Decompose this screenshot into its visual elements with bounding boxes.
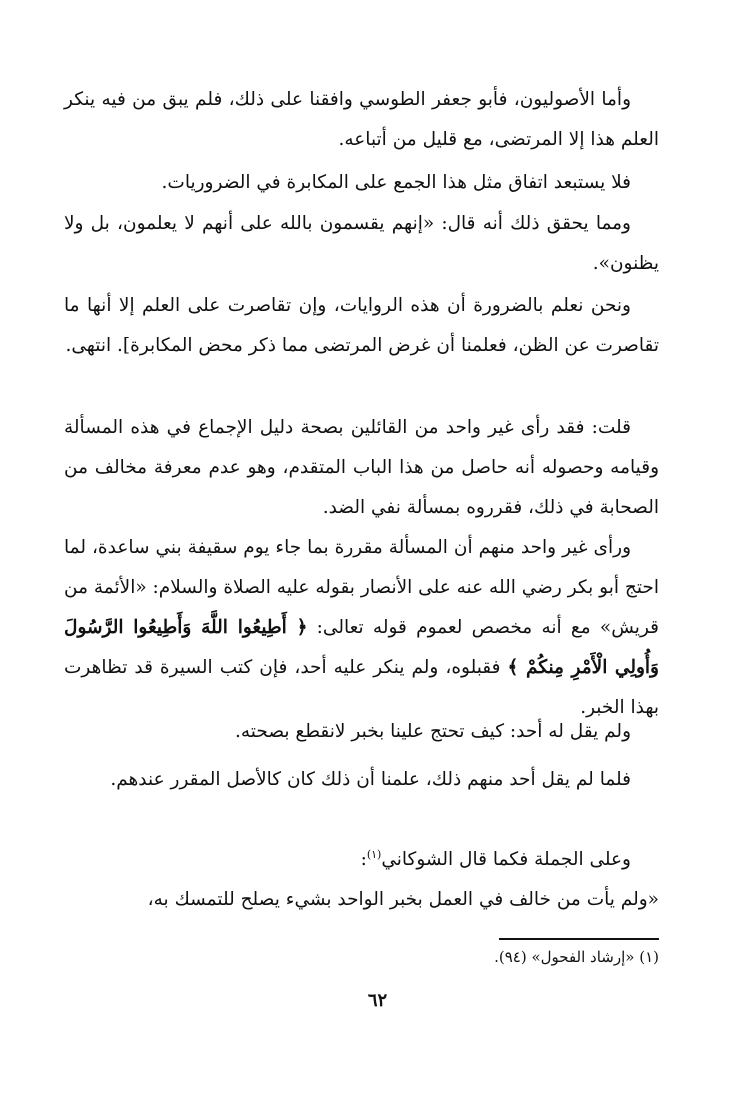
paragraph-falamma: فلما لم يقل أحد منهم ذلك، علمنا أن ذلك كان كالأصل المقرر عندهم. bbox=[110, 769, 631, 790]
paragraph-saqifa bbox=[64, 528, 659, 728]
footnote: (١) «إرشاد الفحول» (٩٤). bbox=[494, 948, 659, 966]
paragraph-lam-yaqul: ولم يقل له أحد: كيف تحتج علينا بخبر لانقطع بصحته. bbox=[235, 721, 631, 742]
paragraph-qultu: قلت: فقد رأى غير واحد من القائلين بصحة دليل الإجماع في هذه المسألة وقيامه وحصوله أنه حاصل من هذا الباب المتقدم، وهو عدم معرفة مخالف من الصحابة في ذلك، فقرروه بمسألة نفي الضد. bbox=[64, 417, 659, 518]
saqifa-text-after: فقبلوه، ولم ينكر عليه أحد، فإن كتب السيرة قد تظاهرت بهذا الخبر. bbox=[64, 657, 659, 718]
paragraph-shawkani bbox=[64, 835, 659, 880]
saqifa-text-before: ورأى غير واحد منهم أن المسألة مقررة بما جاء يوم سقيفة بني ساعدة، لما احتج أبو بكر رضي الله عنه على الأنصار بقوله عليه الصلاة والسلام: «الأئمة من قريش» مع أنه مخصص لعموم قوله تعالى: bbox=[64, 537, 659, 638]
footnote-divider bbox=[499, 938, 659, 940]
paragraph-darura: ونحن نعلم بالضرورة أن هذه الروايات، وإن تقاصرت على العلم إلا أنها ما تقاصرت عن الظن، فعلمنا أن غرض المرتضى مما ذكر محض المكابرة]. انتهى. bbox=[64, 295, 659, 356]
shawkani-colon: : bbox=[360, 849, 367, 871]
quran-verse: ﴿ أَطِيعُوا اللَّهَ وَأَطِيعُوا الرَّسُولَ وَأُولِي الْأَمْرِ مِنكُمْ ﴾ bbox=[64, 617, 659, 678]
footnote-marker: (١) bbox=[366, 848, 382, 861]
page-number: ٦٢ bbox=[367, 990, 388, 1011]
paragraph-quotation-start: «ولم يأت من خالف في العمل بخبر الواحد بشيء يصلح للتمسك به، bbox=[147, 889, 659, 910]
shawkani-text: وعلى الجملة فكما قال الشوكاني bbox=[381, 849, 631, 871]
paragraph-usuliyyun: وأما الأصوليون، فأبو جعفر الطوسي وافقنا على ذلك، فلم يبق من فيه ينكر العلم هذا إلا المرتضى، مع قليل من أتباعه. bbox=[64, 89, 659, 150]
paragraph-yuqsimun: ومما يحقق ذلك أنه قال: «إنهم يقسمون بالله على أنهم لا يعلمون، بل ولا يظنون». bbox=[64, 213, 659, 274]
paragraph-istib'ad: فلا يستبعد اتفاق مثل هذا الجمع على المكابرة في الضروريات. bbox=[161, 172, 631, 193]
